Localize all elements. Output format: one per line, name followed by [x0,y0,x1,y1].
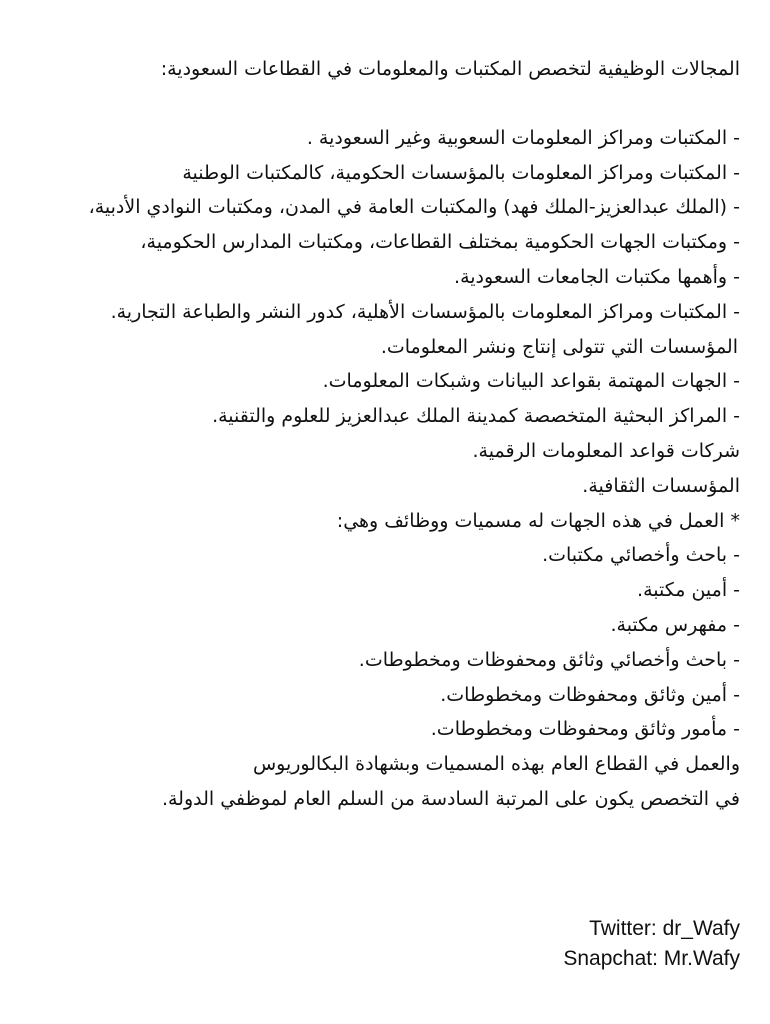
text-line: * العمل في هذه الجهات له مسميات ووظائف وهي: [336,509,740,532]
text-line: - المكتبات ومراكز المعلومات السعوبية وغير السعودية . [306,126,740,149]
text-line: - باحث وأخصائي وثائق ومحفوظات ومخطوطات. [358,648,740,671]
document-body [20,52,740,817]
text-line: في التخصص يكون على المرتبة السادسة من السلم العام لموظفي الدولة. [161,787,740,810]
text-line: - باحث وأخصائي مكتبات. [542,544,740,567]
text-line: - مفهرس مكتبة. [610,613,740,636]
text-line: - مأمور وثائق ومحفوظات ومخطوطات. [430,718,740,741]
text-line: - (الملك عبدالعزيز-الملك فهد) والمكتبات العامة في المدن، ومكتبات النوادي الأدبية، [88,196,740,219]
text-line: - المكتبات ومراكز المعلومات بالمؤسسات الحكومية، كالمكتبات الوطنية [182,161,740,184]
twitter-handle: Twitter: dr_Wafy [589,917,740,940]
text-line: - وأهمها مكتبات الجامعات السعودية. [454,265,740,288]
text-line: المؤسسات الثقافية. [582,474,740,497]
text-line: - ومكتبات الجهات الحكومية بمختلف القطاعات، ومكتبات المدارس الحكومية، [140,231,740,254]
snapchat-handle: Snapchat: Mr.Wafy [563,947,740,970]
text-line: شركات قواعد المعلومات الرقمية. [472,439,740,462]
text-line: والعمل في القطاع العام بهذه المسميات وبشهادة البكالوريوس [252,753,740,776]
text-line: - أمين وثائق ومحفوظات ومخطوطات. [440,683,740,706]
text-line: المؤسسات التي تتولى إنتاج ونشر المعلومات. [380,335,738,358]
text-line: - الجهات المهتمة بقواعد البيانات وشبكات المعلومات. [322,370,740,393]
text-line: - أمين مكتبة. [637,579,740,602]
text-line: - المكتبات ومراكز المعلومات بالمؤسسات الأهلية، كدور النشر والطباعة التجارية. [110,300,740,323]
document-title: المجالات الوظيفية لتخصص المكتبات والمعلومات في القطاعات السعودية: [160,58,740,80]
text-line: - المراكز البحثية المتخصصة كمدينة الملك عبدالعزيز للعلوم والتقنية. [212,405,740,428]
contact-footer [563,914,740,974]
